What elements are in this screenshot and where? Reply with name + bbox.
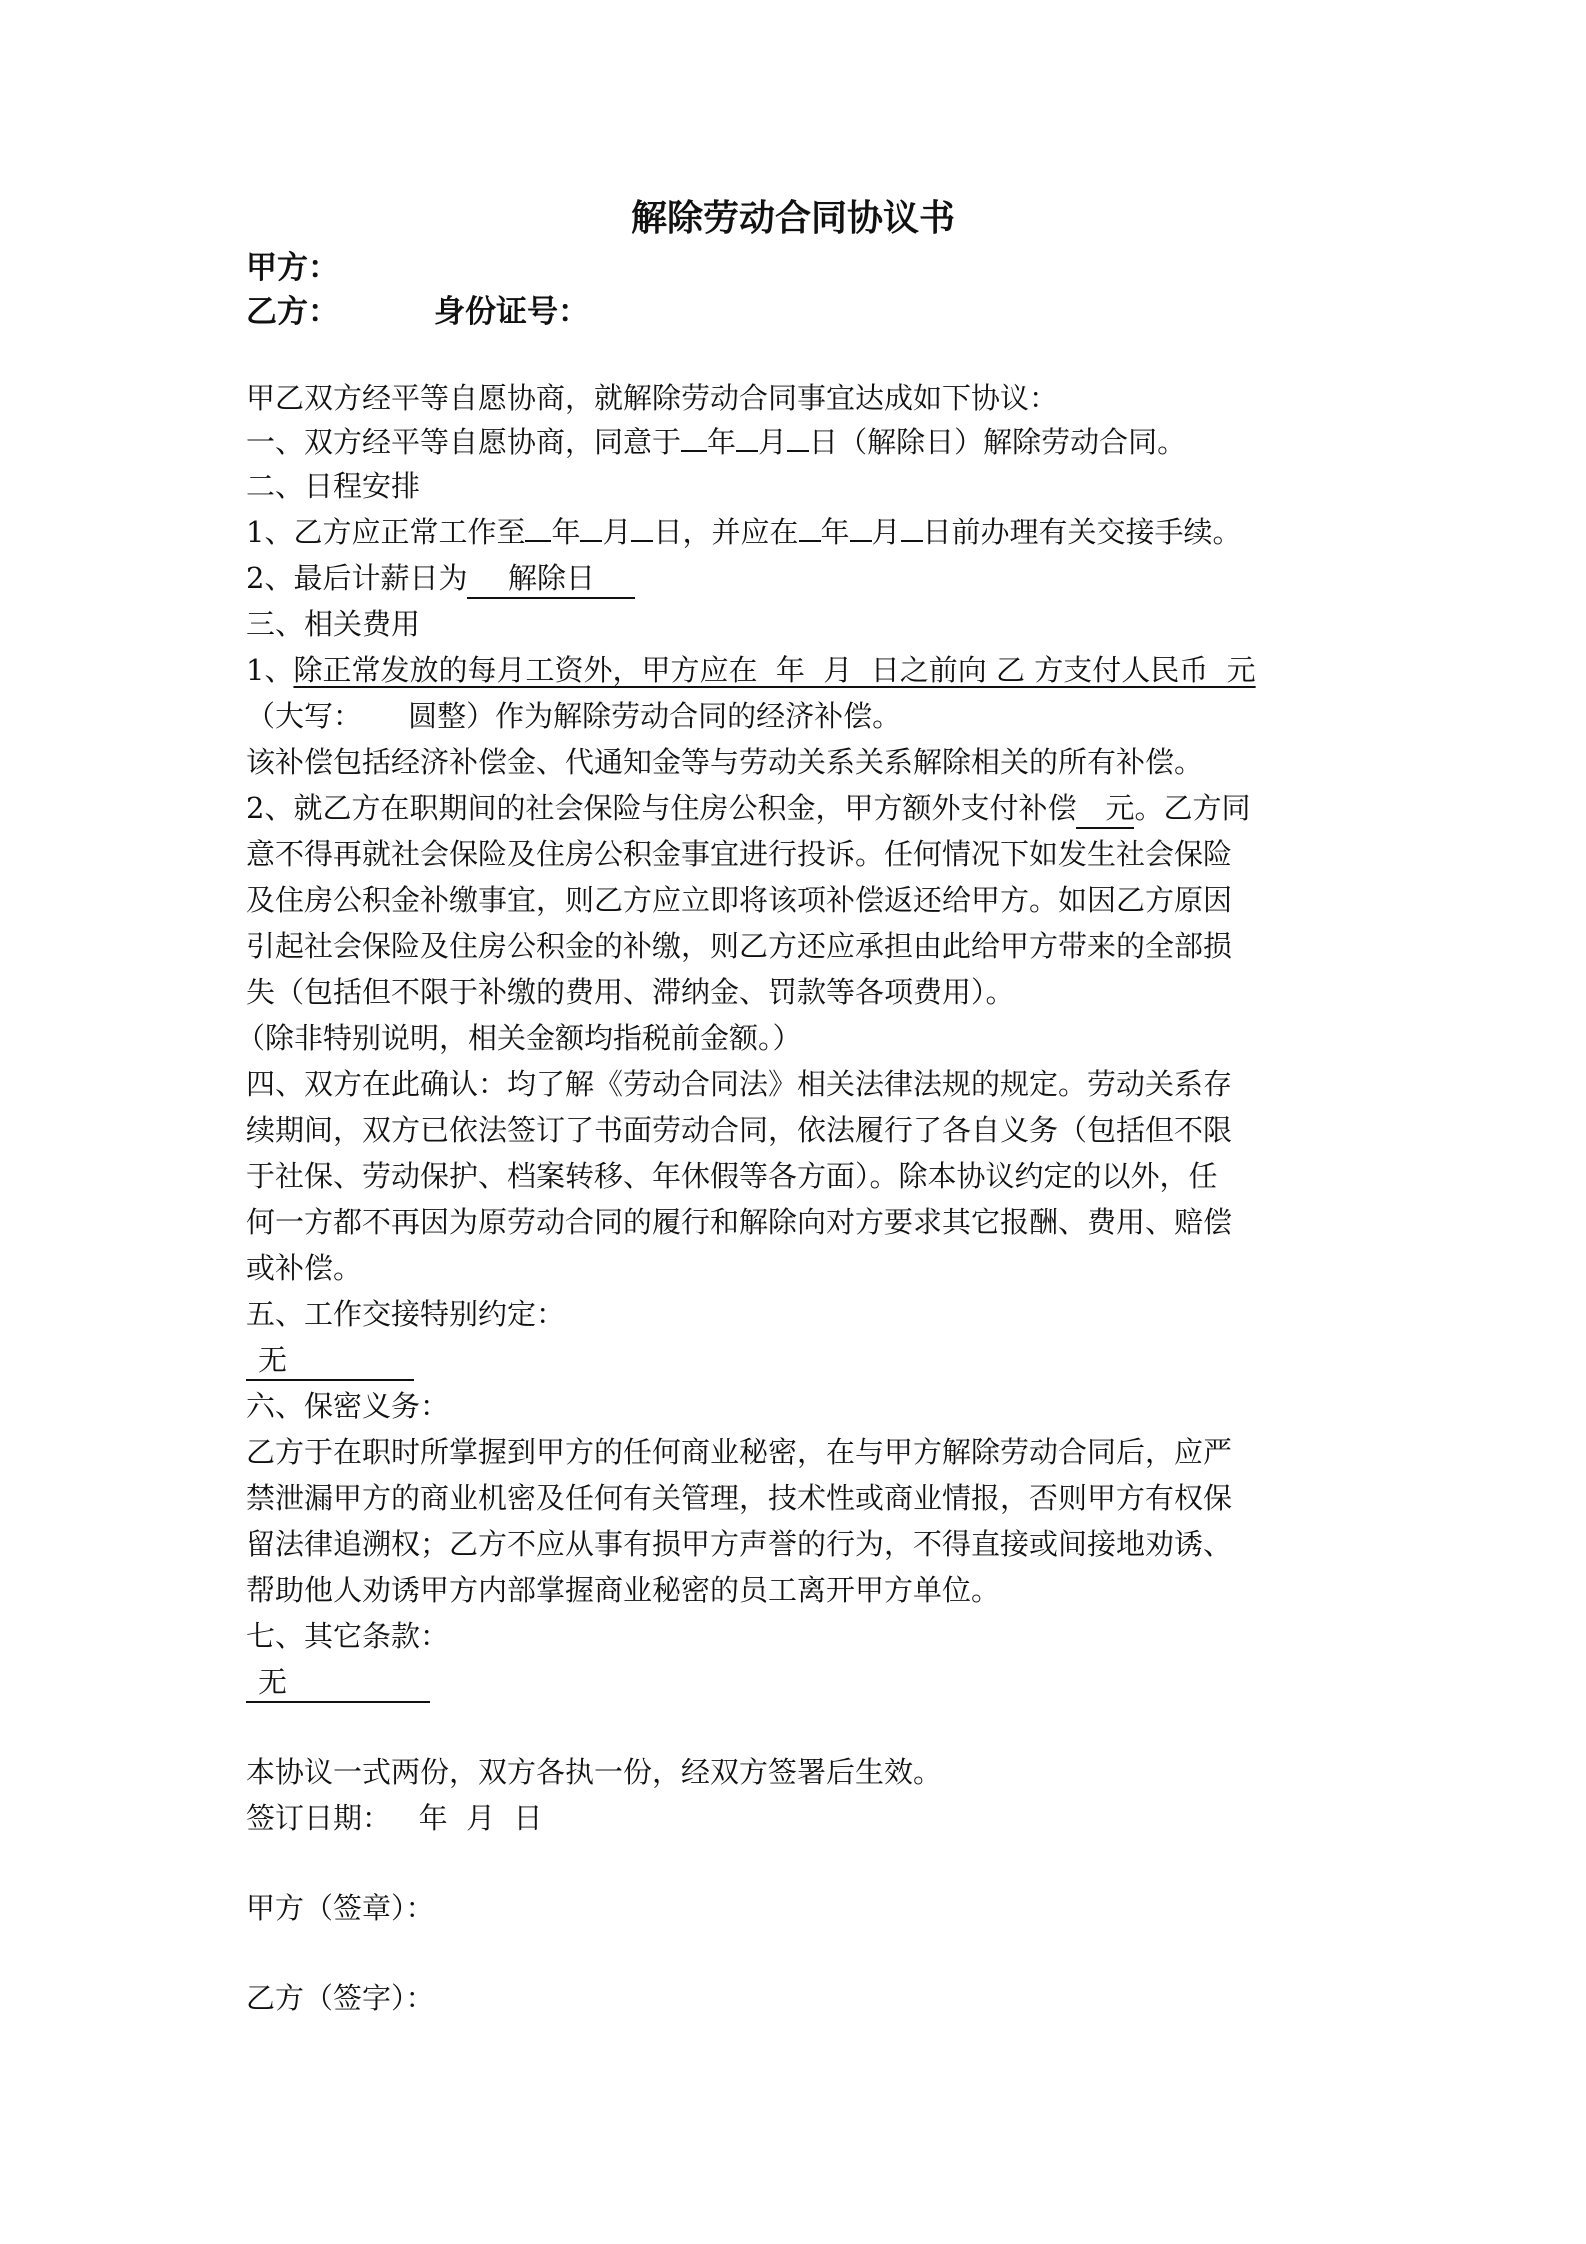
intro-text: 甲乙双方经平等自愿协商，就解除劳动合同事宜达成如下协议：: [246, 381, 1059, 415]
section-3-item-2-line-1: [246, 786, 1346, 830]
section-3-item-2-line-2: 意不得再就社会保险及住房公积金事宜进行投诉。任何情况下如发生社会保险: [246, 837, 1233, 871]
party-b-row: [246, 290, 1346, 334]
s1-year: 年: [707, 425, 737, 459]
section-3-item-1-line-1: [246, 648, 1346, 692]
section-4-line-1: 四、双方在此确认：均了解《劳动合同法》相关法律法规的规定。劳动关系存: [246, 1067, 1233, 1101]
section-5-heading: 五、工作交接特别约定：: [246, 1297, 566, 1331]
section-3-item-2-line-4: 引起社会保险及住房公积金的补缴，则乙方还应承担由此给甲方带来的全部损: [246, 929, 1233, 963]
section-2-heading: 二、日程安排: [246, 469, 421, 503]
section-4-line-5: 或补偿。: [246, 1251, 363, 1285]
last-pay-day-label: 2、最后计薪日为: [246, 561, 468, 595]
s1-text-2: （解除日）解除劳动合同。: [838, 425, 1187, 459]
section-6-line-4: 帮助他人劝诱甲方内部掌握商业秘密的员工离开甲方单位。: [246, 1573, 1001, 1607]
s3-item1-underlined: 除正常发放的每月工资外，甲方应在 年 月 日之前向 乙 方支付人民币 元: [293, 653, 1256, 687]
section-6-line-2: 禁泄漏甲方的商业机密及任何有关管理，技术性或商业情报，否则甲方有权保: [246, 1481, 1233, 1515]
id-number-label: 身份证号：: [434, 294, 589, 330]
document-title: 解除劳动合同协议书: [630, 197, 955, 239]
section-7-heading: 七、其它条款：: [246, 1619, 450, 1653]
section-4-line-4: 何一方都不再因为原劳动合同的履行和解除向对方要求其它报酬、费用、赔偿: [246, 1205, 1233, 1239]
closing-statement: 本协议一式两份，双方各执一份，经双方签署后生效。: [246, 1755, 943, 1789]
section-6-line-3: 留法律追溯权；乙方不应从事有损甲方声誉的行为，不得直接或间接地劝诱、: [246, 1527, 1233, 1561]
section-5-value: 无: [246, 1341, 414, 1381]
blank-month: [580, 510, 602, 542]
s2-year: 年: [551, 515, 581, 549]
s2-year-2: 年: [820, 515, 850, 549]
blank-day: [631, 510, 653, 542]
blank-day-2: [901, 510, 923, 542]
s2-month-2: 月: [871, 515, 901, 549]
section-4-line-2: 续期间，双方已依法签订了书面劳动合同，依法履行了各自义务（包括但不限: [246, 1113, 1233, 1147]
section-3-item-1-line-3: 该补偿包括经济补偿金、代通知金等与劳动关系关系解除相关的所有补偿。: [246, 745, 1204, 779]
section-1: [246, 420, 1346, 464]
blank-month-2: [850, 510, 872, 542]
section-4-line-3: 于社保、劳动保护、档案转移、年休假等各方面）。除本协议约定的以外，任: [246, 1159, 1218, 1193]
s2-month: 月: [602, 515, 632, 549]
section-5-value-row: [246, 1338, 1346, 1382]
party-b-label: 乙方：: [246, 294, 339, 330]
blank-year: [681, 420, 707, 452]
section-6-heading: 六、保密义务：: [246, 1389, 450, 1423]
sign-date: 签订日期： 年 月 日: [246, 1801, 543, 1835]
blank-month: [736, 420, 758, 452]
section-7-value: 无: [246, 1663, 430, 1703]
section-3-item-2-line-3: 及住房公积金补缴事宜，则乙方应立即将该项补偿返还给甲方。如因乙方原因: [246, 883, 1233, 917]
s1-month: 月: [758, 425, 788, 459]
section-2-item-2: [246, 556, 1346, 600]
last-pay-day-value: 解除日: [467, 559, 635, 599]
blank-day: [787, 420, 809, 452]
s1-day: 日: [809, 425, 839, 459]
blank-year: [525, 510, 551, 542]
s1-text-1: 一、双方经平等自愿协商，同意于: [246, 425, 682, 459]
s3-item1-prefix: 1、: [246, 653, 294, 687]
s2-item1-text: 1、乙方应正常工作至: [246, 515, 526, 549]
party-a-signature: 甲方（签章）：: [246, 1891, 435, 1925]
section-6-line-1: 乙方于在职时所掌握到甲方的任何商业秘密，在与甲方解除劳动合同后，应严: [246, 1435, 1233, 1469]
section-3-note: （除非特别说明，相关金额均指税前金额。）: [236, 1021, 802, 1055]
section-2-item-1: [246, 510, 1346, 554]
party-b-signature: 乙方（签字）：: [246, 1981, 435, 2015]
s3-item2-amount: 元: [1076, 789, 1134, 829]
s3-item2-text: 2、就乙方在职期间的社会保险与住房公积金，甲方额外支付补偿: [246, 791, 1077, 825]
s2-day-2: 日前办理有关交接手续。: [922, 515, 1242, 549]
section-7-value-row: [246, 1660, 1346, 1704]
party-a-label: 甲方：: [246, 250, 339, 286]
section-3-item-2-line-5: 失（包括但不限于补缴的费用、滞纳金、罚款等各项费用）。: [246, 975, 1015, 1009]
section-3-item-1-line-2: （大写： 圆整）作为解除劳动合同的经济补偿。: [246, 699, 902, 733]
s2-day: 日，并应在: [653, 515, 799, 549]
s3-item2-text-after: 。乙方同: [1134, 791, 1251, 825]
blank-year-2: [799, 510, 821, 542]
section-3-heading: 三、相关费用: [246, 607, 421, 641]
